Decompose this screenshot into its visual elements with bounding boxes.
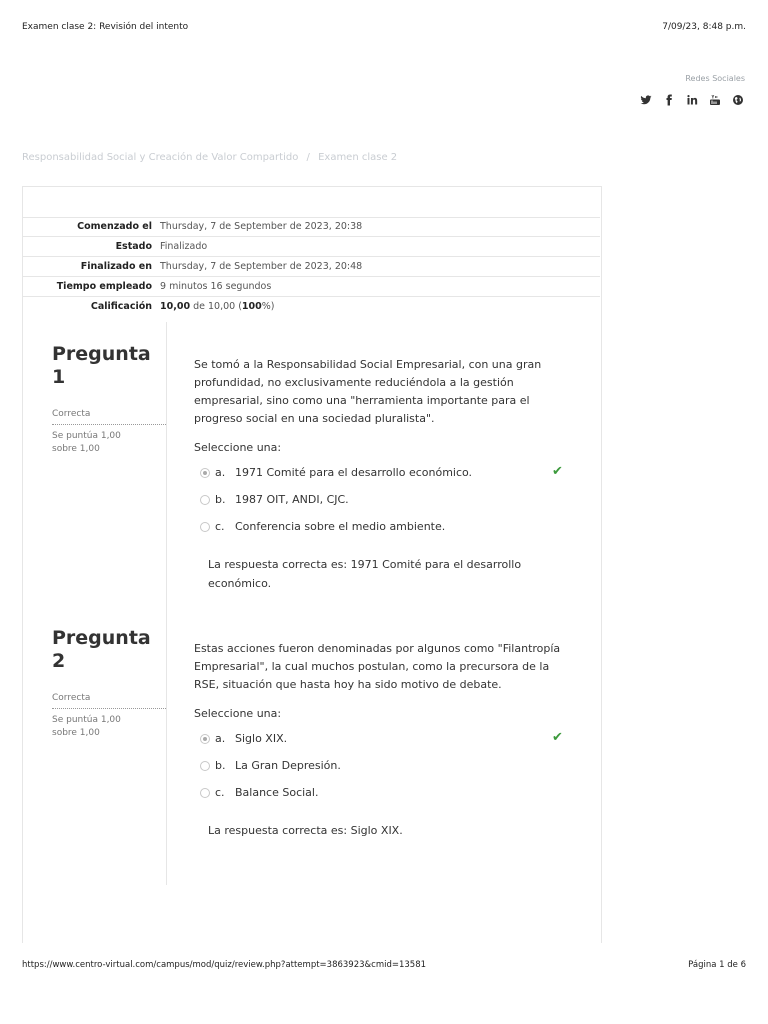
answer-letter: b. [215,492,226,506]
answer-option[interactable] [194,725,574,752]
time-value: 9 minutos 16 segundos [160,281,272,292]
answer-letter: a. [215,731,226,745]
answer-option[interactable] [194,779,574,806]
quiz-header-bar [22,186,600,218]
question-text: Se tomó a la Responsabilidad Social Empresarial, con una gran profundidad, no exclusivamente reduciéndola a la gestión empresarial, sino como una "herramienta importante para el progreso social en una sociedad pluralista". [194,358,542,425]
breadcrumb [22,152,397,163]
print-footer [22,960,746,974]
answer-letter: a. [215,465,226,479]
summary-row-state [22,237,600,257]
grade-value [156,297,600,317]
radio-button[interactable] [200,761,210,771]
social-icons [639,92,745,108]
question-state: Correcta [52,693,166,709]
youtube-icon[interactable] [708,93,722,107]
question-state: Correcta [52,409,166,425]
breadcrumb-exam-link[interactable]: Examen clase 2 [318,152,398,163]
question-content [194,356,574,593]
print-page-title: Examen clase 2: Revisión del intento [22,22,189,32]
radio-button[interactable] [200,522,210,532]
correct-check-icon: ✔ [552,730,563,745]
radio-button[interactable] [200,495,210,505]
social-networks-label: Redes Sociales [685,74,745,83]
grade-of: de 10,00 ( [190,301,242,312]
question-grade: Se puntúa 1,00 sobre 1,00 [52,715,121,738]
answer-list [194,459,574,540]
answer-text: Conferencia sobre el medio ambiente. [235,519,446,533]
answer-letter: c. [215,519,225,533]
breadcrumb-course-link[interactable]: Responsabilidad Social y Creación de Valor Compartido [22,152,299,163]
finished-label: Finalizado en [80,261,152,272]
answer-prompt: Seleccione una: [194,707,282,720]
question-grade: Se puntúa 1,00 sobre 1,00 [52,431,121,454]
summary-row-time [22,277,600,297]
answer-option[interactable] [194,752,574,779]
answer-option[interactable] [194,513,574,540]
print-date: 7/09/23, 8:48 p.m. [662,22,746,32]
facebook-icon[interactable] [662,93,676,107]
print-header [22,22,746,36]
correct-answer-feedback: La respuesta correcta es: 1971 Comité para el desarrollo económico. [208,558,522,590]
question-column-divider [166,322,167,885]
answer-option[interactable] [194,459,574,486]
time-label: Tiempo empleado [56,281,152,292]
question-number: Pregunta 1 [52,343,151,388]
answer-list [194,725,574,806]
state-value: Finalizado [160,241,208,252]
radio-button-selected[interactable] [200,734,210,744]
correct-check-icon: ✔ [552,464,563,479]
question-info [52,343,166,456]
summary-row-grade [22,297,600,317]
print-page-number: Página 1 de 6 [688,960,746,970]
answer-text: Siglo XIX. [235,731,288,745]
state-label: Estado [115,241,152,252]
question-content [194,640,574,840]
print-url: https://www.centro-virtual.com/campus/mod/quiz/review.php?attempt=3863923&cmid=13581 [22,960,427,970]
linkedin-icon[interactable] [685,93,699,107]
correct-answer-feedback: La respuesta correcta es: Siglo XIX. [208,824,403,837]
radio-button[interactable] [200,788,210,798]
answer-option[interactable] [194,486,574,513]
twitter-icon[interactable] [639,93,653,107]
answer-text: 1971 Comité para el desarrollo económico. [235,465,473,479]
started-value: Thursday, 7 de September de 2023, 20:38 [160,221,363,232]
radio-button-selected[interactable] [200,468,210,478]
answer-text: 1987 OIT, ANDI, CJC. [235,492,349,506]
breadcrumb-separator: / [306,152,310,163]
answer-letter: b. [215,758,226,772]
attempt-summary-table [22,217,600,316]
finished-value: Thursday, 7 de September de 2023, 20:48 [160,261,363,272]
globe-icon[interactable] [731,93,745,107]
started-label: Comenzado el [77,221,152,232]
summary-row-finished [22,257,600,277]
answer-letter: c. [215,785,225,799]
question-number: Pregunta 2 [52,627,151,672]
answer-prompt: Seleccione una: [194,441,282,454]
question-text: Estas acciones fueron denominadas por algunos como "Filantropía Empresarial", la cual muchos postulan, como la precursora de la RSE, situación que hasta hoy ha sido motivo de debate. [194,642,561,691]
summary-row-started [22,217,600,237]
answer-text: La Gran Depresión. [235,758,341,772]
grade-end: %) [261,301,275,312]
grade-score: 10,00 [160,301,191,312]
question-info [52,627,166,740]
grade-percent: 100 [241,301,262,312]
answer-text: Balance Social. [235,785,319,799]
grade-label: Calificación [90,301,152,312]
